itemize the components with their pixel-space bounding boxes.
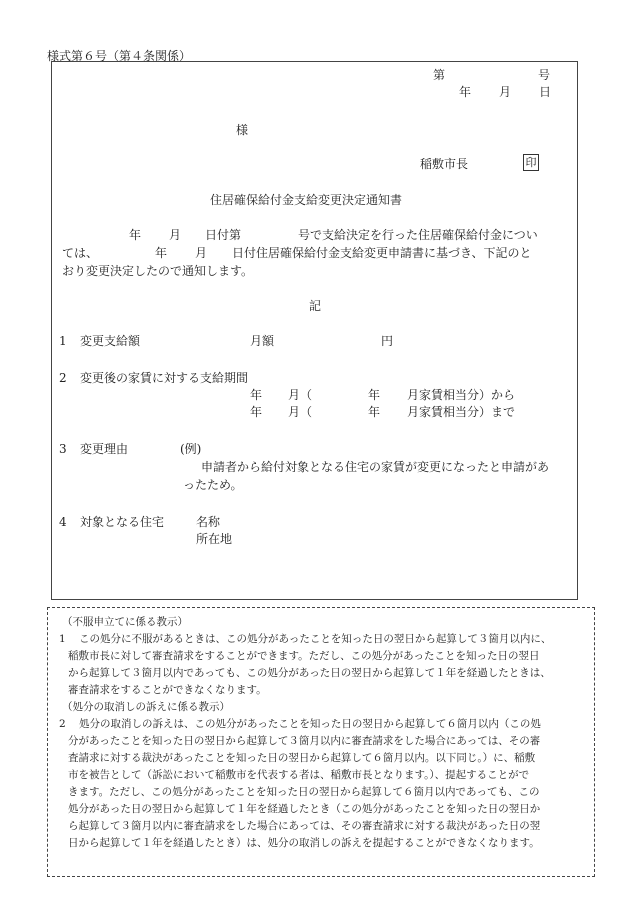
notice-heading-objection: （不服申立てに係る教示） bbox=[62, 616, 188, 628]
notice-num-1: 1 bbox=[59, 633, 66, 645]
form-number: 様式第６号（第４条関係） bbox=[47, 49, 192, 63]
item2-from-text: 月家賃相当分）から bbox=[407, 388, 516, 402]
item4-label: 対象となる住宅 bbox=[80, 515, 165, 529]
document-title: 住居確保給付金支給変更決定通知書 bbox=[210, 193, 403, 207]
seal-mark: 印 bbox=[523, 154, 539, 171]
notice-para1-line4: 審査請求をすることができなくなります。 bbox=[68, 684, 267, 696]
body-line1-dayref: 日付第 bbox=[205, 228, 242, 242]
item3-number: 3 bbox=[59, 442, 67, 456]
body-line2-prefix: ては、 bbox=[62, 246, 99, 260]
item4-address: 所在地 bbox=[196, 532, 233, 546]
item4-name: 名称 bbox=[196, 515, 221, 529]
notice-para2-line6: 処分があった日の翌日から起算して１年を経過したとき（この処分があったことを知った日の翌日か bbox=[68, 803, 541, 815]
item3-label: 変更理由 bbox=[80, 442, 129, 456]
item1-number: 1 bbox=[59, 334, 67, 348]
notice-para1-line3: から起算して３箇月以内であっても、この処分があった日の翌日から起算して１年を経過したときは、 bbox=[68, 667, 551, 679]
item1-label: 変更支給額 bbox=[80, 334, 141, 348]
item2-to-month: 月（ bbox=[288, 405, 313, 419]
item2-to-year: 年 bbox=[250, 405, 263, 419]
body-line1-month: 月 bbox=[169, 228, 182, 242]
body-line2-month: 月 bbox=[195, 246, 208, 260]
item1-monthly: 月額 bbox=[250, 334, 275, 348]
item2-number: 2 bbox=[59, 371, 67, 385]
notice-para1-line1: この処分に不服があるときは、この処分があったことを知った日の翌日から起算して３箇月以内に、 bbox=[79, 633, 552, 645]
notice-heading-lawsuit: （処分の取消しの訴えに係る教示） bbox=[62, 701, 230, 713]
header-month: 月 bbox=[499, 85, 512, 99]
item2-label: 変更後の家賃に対する支給期間 bbox=[80, 371, 249, 385]
item2-from-year: 年 bbox=[250, 388, 263, 402]
ki-marker: 記 bbox=[309, 299, 322, 313]
body-line2-text: 日付住居確保給付金支給変更申請書に基づき、下記のと bbox=[232, 246, 532, 260]
notice-para1-line2: 稲敷市長に対して審査請求をすることができます。ただし、この処分があったことを知った日の翌日 bbox=[68, 650, 540, 662]
header-year: 年 bbox=[459, 85, 472, 99]
item3-reason-line1: 申請者から給付対象となる住宅の家賃が変更になったと申請があ bbox=[201, 460, 550, 474]
header-dai: 第 bbox=[433, 68, 446, 82]
notice-para2-line4: 市を被告として（訴訟において稲敷市を代表する者は、稲敷市長となります。）、提起することがで bbox=[68, 769, 530, 781]
item4-number: 4 bbox=[59, 515, 67, 529]
item3-example: (例) bbox=[180, 442, 202, 456]
body-line1-year: 年 bbox=[129, 228, 142, 242]
item3-reason-line2: ったため。 bbox=[183, 478, 243, 492]
item2-from-year2: 年 bbox=[368, 388, 381, 402]
item2-to-text: 月家賃相当分）まで bbox=[407, 405, 516, 419]
notice-para2-line2: 分があったことを知った日の翌日から起算して３箇月以内に審査請求をした場合にあっては、その審 bbox=[68, 735, 541, 747]
notice-para2-line7: ら起算して３箇月以内に審査請求をした場合にあっては、その審査請求に対する裁決があった日の翌 bbox=[68, 820, 541, 832]
header-day: 日 bbox=[539, 85, 552, 99]
body-line1-text: 号で支給決定を行った住居確保給付金につい bbox=[298, 228, 538, 242]
body-line3: おり変更決定したので通知します。 bbox=[62, 264, 254, 278]
header-go: 号 bbox=[538, 68, 551, 82]
notice-para2-line1: 処分の取消しの訴えは、この処分があったことを知った日の翌日から起算して６箇月以内（この処 bbox=[79, 718, 541, 730]
notice-para2-line8: 日から起算して１年を経過したとき）は、処分の取消しの訴えを提起することができなくなります。 bbox=[68, 837, 540, 849]
addressee-sama: 様 bbox=[236, 123, 249, 137]
item2-from-month: 月（ bbox=[288, 388, 313, 402]
body-line2-year: 年 bbox=[155, 246, 168, 260]
item2-to-year2: 年 bbox=[368, 405, 381, 419]
notice-para2-line3: 査請求に対する裁決があったことを知った日の翌日から起算して６箇月以内。以下同じ。）に、稲敷 bbox=[68, 752, 536, 764]
issuer-name: 稲敷市長 bbox=[420, 157, 469, 171]
item1-yen: 円 bbox=[381, 334, 394, 348]
notice-para2-line5: きます。ただし、この処分があったことを知った日の翌日から起算して６箇月以内であっても、この bbox=[68, 786, 540, 798]
notice-num-2: 2 bbox=[59, 718, 66, 730]
